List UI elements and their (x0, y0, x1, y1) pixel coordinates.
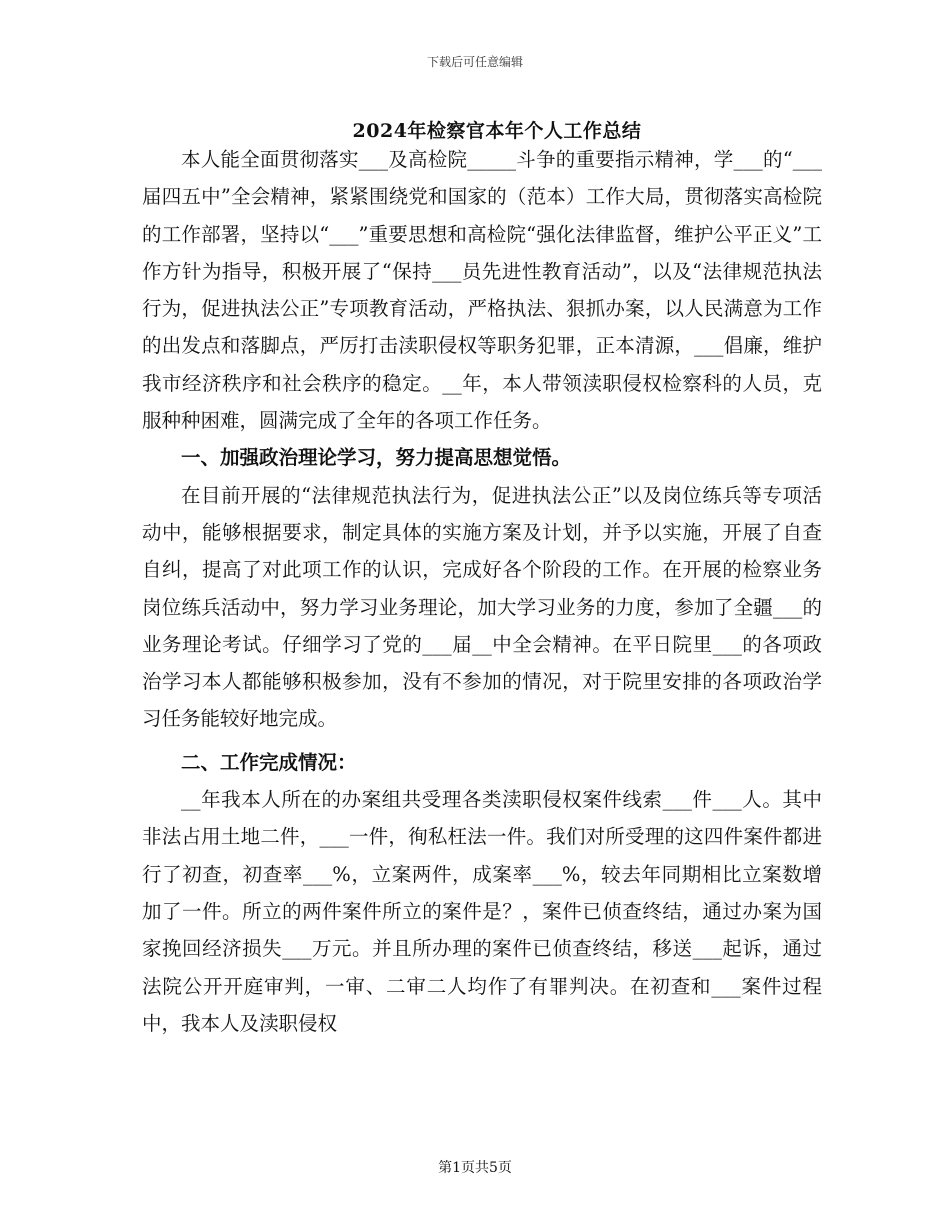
header-note: 下载后可任意编辑 (426, 55, 523, 69)
intro-paragraph: 本人能全面贯彻落实___及高检院_____斗争的重要指示精神，学___的“___届四五中”全会精神，紧紧围绕党和国家的（范本）工作大局，贯彻落实高检院的工作部署，坚持以“___”重要思想和高检院“强化法律监督，维护公平正义”工作方针为指导，积极开展了“保持___员先进性教育活动”，以及“法律规范执法行为，促进执法公正”专项教育活动，严格执法、狠抓办案，以人民满意为工作的出发点和落脚点，严厉打击渎职侵权等职务犯罪，正本清源，___倡廉，维护我市经济秩序和社会秩序的稳定。__年，本人带领渎职侵权检察科的人员，克服种种困难，圆满完成了全年的各项工作任务。 (142, 148, 822, 433)
section1-heading: 一、加强政治理论学习，努力提高思想觉悟。 (181, 446, 572, 470)
section2-heading: 二、工作完成情况： (181, 750, 357, 774)
section1-paragraph: 在目前开展的“法律规范执法行为，促进执法公正”以及岗位练兵等专项活动中，能够根据要求，制定具体的实施方案及计划，并予以实施，开展了自查自纠，提高了对此项工作的认识，完成好各个阶段的工作。在开展的检察业务岗位练兵活动中，努力学习业务理论，加大学习业务的力度，参加了全疆___的业务理论考试。仔细学习了党的___届__中全会精神。在平日院里___的各项政治学习本人都能够积极参加，没有不参加的情况，对于院里安排的各项政治学习任务能较好地完成。 (142, 483, 822, 731)
document-title: 2024年检察官本年个人工作总结 (352, 120, 642, 142)
document-body (142, 141, 822, 1042)
page-footer: 第1页共5页 (438, 1160, 512, 1176)
section2-paragraph: __年我本人所在的办案组共受理各类渎职侵权案件线索___件___人。其中非法占用土地二件，___一件，徇私枉法一件。我们对所受理的这四件案件都进行了初查，初查率___%，立案两件，成案率___%，较去年同期相比立案数增加了一件。所立的两件案件所立的案件是？，案件已侦查终结，通过办案为国家挽回经济损失___万元。并且所办理的案件已侦查终结，移送___起诉，通过法院公开开庭审判，一审、二审二人均作了有罪判决。在初查和___案件过程中，我本人及渎职侵权 (142, 788, 822, 1035)
